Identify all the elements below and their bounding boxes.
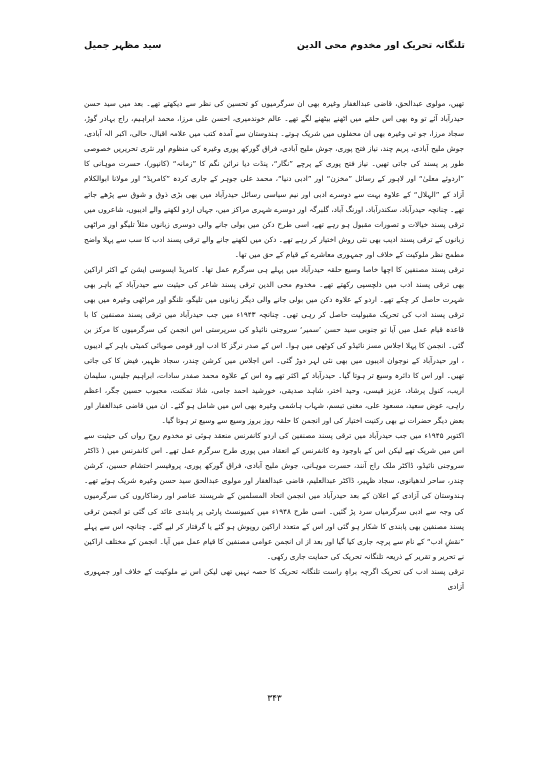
paragraph-4: ترقی پسند ادب کی تحریک اگرچہ براہِ راست تلنگانہ تحریک کا حصہ نہیں تھی لیکن اس نے ملوکیت کے خلاف اور جمہوری آزادی [84,566,464,591]
running-head [84,40,465,56]
paragraph-3: اکتوبر ۱۹۴۵ء میں جب حیدرآباد میں ترقی پسند مصنفین کی اردو کانفرنس منعقد ہوئی تو مخدوم روحِ رواں کی حیثیت سے اس میں شریک تھے لیکن اس کے باوجود وہ کانفرنس کے انعقاد میں پوری طرح سرگرم عمل تھے۔ اس کانفرنس میں ( ڈاکٹر سروجنی نائیڈو، ڈاکٹر ملک راج آنند، حسرت موہانی، جوش ملیح آبادی، فراق گورکھ پوری، پروفیسر احتشام حسین، کرشن چندر، ساحر لدھیانوی، سجاد ظہیر، ڈاکٹر عبدالعلیم، قاضی عبدالغفار اور مولوی عبدالحق سید حسن وغیرہ شریک ہوئے تھے۔ ہندوستان کی آزادی کے اعلان کے بعد حیدرآباد میں انجمن اتحاد المسلمین کے شرپسند عناصر اور رضاکاروں کی سرگرمیوں کی وجہ سے ادبی سرگرمیاں سرد پڑ گئیں۔ اسی طرح ۱۹۴۸ء میں کمیونسٹ پارٹی پر پابندی عائد کی گئی تو انجمن ترقی پسند مصنفین بھی پابندی کا شکار ہو گئی اور اس کے متعدد اراکین روپوش ہو گئے یا گرفتار کر لیے گئے۔ چنانچہ اس سے پہلے ”نقشِ ادب“ کے نام سے پرچہ جاری کیا گیا اور بعد از اں انجمن عوامی مصنفین کا قیام عمل میں آیا۔ انجمن کے مختلف اراکین نے تحریر و تقریر کے ذریعہ تلنگانہ تحریک کی حمایت جاری رکھی۔ [84,431,464,561]
paragraph-2: ترقی پسند مصنفین کا اچھا خاصا وسیع حلقہ حیدرآباد میں پہلے ہی سرگرم عمل تھا۔ کامریڈ ایسوسی ایشن کے اکثر اراکین بھی ترقی پسند ادب میں دلچسپی رکھتے تھے۔ مخدوم محی الدین ترقی پسند شاعر کی حیثیت سے حیدرآباد کے باہر بھی شہرت حاصل کر چکے تھے۔ اردو کے علاوہ دکن میں بولی جانے والی دیگر زبانوں میں تلیگو، تلنگو اور مراٹھی وغیرہ میں بھی ترقی پسند ادب کی تحریک مقبولیت حاصل کر رہی تھی۔ چنانچہ ۱۹۴۳ء میں جب حیدرآباد میں ترقی پسند مصنفین کا با قاعدہ قیام عمل میں آیا تو جنوبی سید حسن ’سمیر‘ سروجنی نائیڈو کی سرپرستی اس انجمن کی سرگرمیوں کا مرکز بن گئی۔ انجمن کا پہلا اجلاس مسز نائیڈو کی کوٹھی میں ہوا۔ اس کے صدر نرگز کا ادب اور قومی صوبائی کمیٹی باہر کے ادیبوں ، اور حیدرآباد کے نوجوان ادیبوں میں بھی نئی لہر دوڑ گئی۔ اس اجلاس میں کرشن چندر، سجاد ظہیر، فیض کا کی جاتی تھیں۔ اور اس کا دائرہ وسیع تر ہوتا گیا۔ حیدرآباد کے اکثر تھے وہ اس کے علاوہ محمد صفدر سادات، ابراہیم جلیس، سلیمان اریب، کنول پرشاد، عزیز قیسی، وحید اختر، شاہد صدیقی، خورشید احمد جامی، شاذ تمکنت، محبوب حسین جگر، اعظم راہی، عوض سعید، مسعود علی، مغنی تبسم، شہاب ہاشمی وغیرہ بھی اس میں شامل ہو گئے۔ ان میں قاضی عبدالغفار اور بعض دیگر حضرات نے بھی رکنیت اختیار کی اور انجمن کا حلقہ روز بروز وسیع سے وسیع تر ہوتا گیا۔ [84,265,464,425]
page-number: ۳۴۳ [267,694,282,704]
running-head-author: سید مظہر جمیل [84,40,162,51]
paragraph-1: تھیں، مولوی عبدالحق، قاضی عبدالغفار وغیرہ بھی ان سرگرمیوں کو تحسین کی نظر سے دیکھتے تھے۔ بعد میں سید حسن حیدرآباد آئے تو وہ بھی اس حلقے میں اٹھنے بیٹھنے لگے تھے۔ عالم خوندمیری، احسن علی مرزا، محمد ابراہیم، راج بہادر گوڑ، سجاد مرزا، جو تی وغیرہ بھی ان محفلوں میں شریک ہوتے۔ ہندوستان سے آمدہ کتب میں علامہ اقبال، حالی، اکبر الہ آبادی، جوش ملیح آبادی، پریم چند، نیاز فتح پوری، جوش ملیح آبادی، فراق گورکھ پوری وغیرہ کی منظوم اور نثری تحریریں خصوصی طور پر پسند کی جاتی تھیں۔ نیاز فتح پوری کے پرچے ”نگار“، پنڈت دیا نرائن نگم کا ”زمانہ“ (کانپور)، حسرت موہانی کا ”اردوئے معلیٰ“ اور لاہور کے رسائل ”مخزن“ اور ”ادبی دنیا“، محمد علی جوہر کے جاری کردہ ”کامریڈ“ اور مولانا ابوالکلام آزاد کے ”الہلال“ کے علاوہ بہت سے دوسرے ادبی اور نیم سیاسی رسائل حیدرآباد میں بھی بڑی ذوق و شوق سے پڑھے جاتے تھے۔ چنانچہ حیدرآباد، سکندرآباد، اورنگ آباد، گلبرگہ اور دوسرے شہری مراکز میں، جہاں اردو لکھنے والے ادیبوں، شاعروں میں ترقی پسند خیالات و تصورات مقبول ہو رہے تھے، اسی طرح دکن میں بولی جانے والی دوسری زبانوں مثلاً تلیگو اور مراٹھی زبانوں کے ترقی پسند ادیب بھی نئی روش اختیار کر رہے تھے۔ دکن میں لکھنے جانے والے ترقی پسند ادب کا سب سے پہلا واضح مطمح نظر ملوکیت کے خلاف اور جمہوری معاشرے کے قیام کے حق میں تھا۔ [84,99,464,259]
body-text [84,96,464,696]
running-head-title: تلنگانہ تحریک اور مخدوم محی الدین [296,40,465,51]
